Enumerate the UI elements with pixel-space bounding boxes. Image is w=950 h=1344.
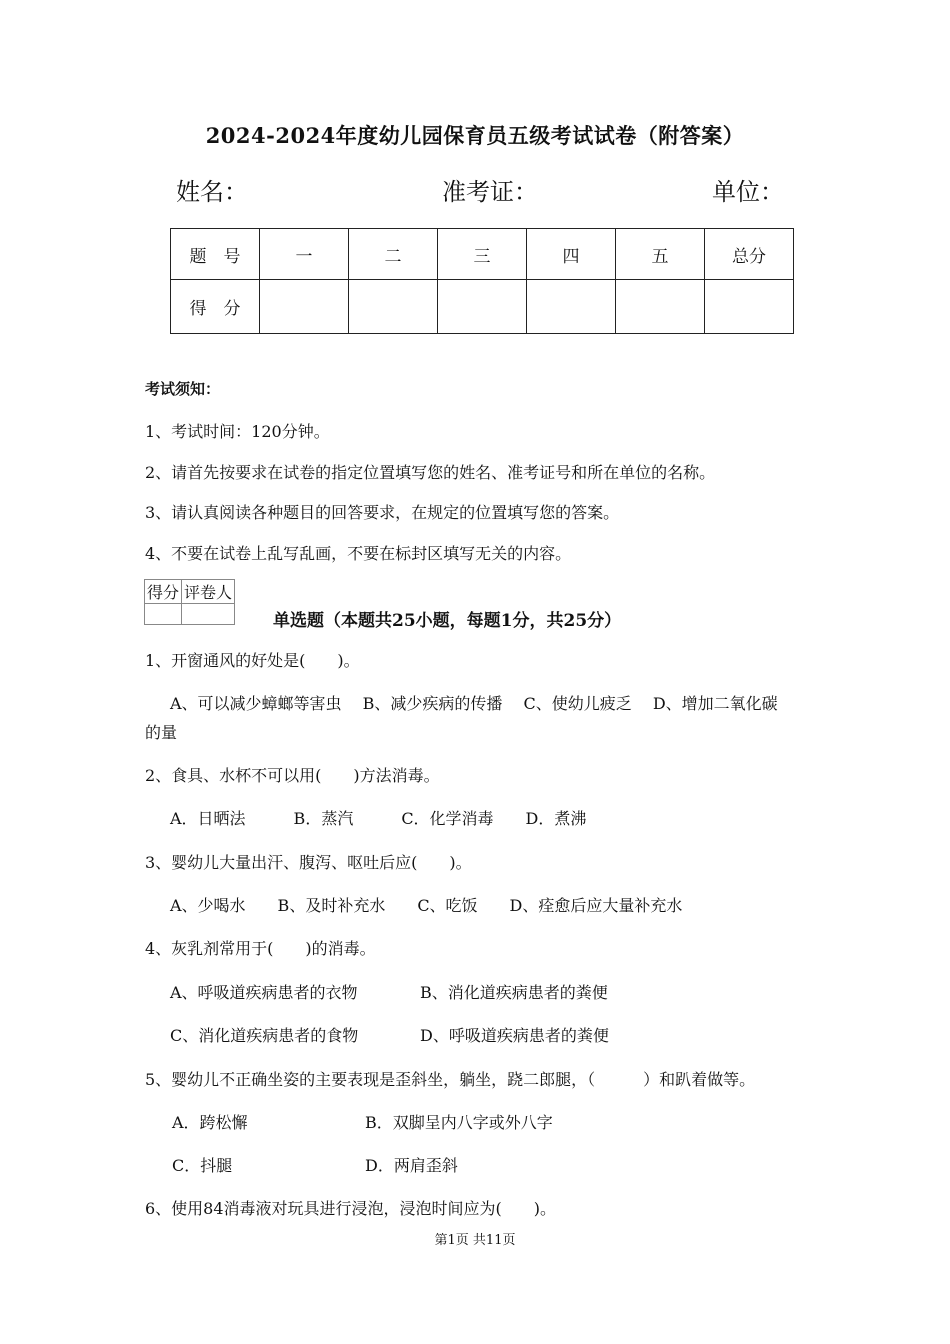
question-stem: 3、婴幼儿大量出汗、腹泻、呕吐后应( )。 <box>145 853 472 872</box>
score-cell <box>616 280 705 334</box>
page-title: 2024-2024年度幼儿园保育员五级考试试卷（附答案） <box>205 123 745 148</box>
score-table-score-row <box>171 280 794 334</box>
page-footer: 第1页 共11页 <box>434 1233 516 1248</box>
question-option-c: C．抖腿 <box>172 1156 233 1175</box>
name-field-label: 姓名： <box>176 178 248 206</box>
question-options: A．日晒法 B．蒸汽 C．化学消毒 D．煮沸 <box>170 809 587 828</box>
notice-item: 2、请首先按要求在试卷的指定位置填写您的姓名、准考证号和所在单位的名称。 <box>145 463 716 482</box>
grader-score-cell <box>145 604 182 625</box>
notice-heading: 考试须知： <box>145 380 221 398</box>
question-option-d: D．两肩歪斜 <box>365 1156 458 1175</box>
notice-item: 4、不要在试卷上乱写乱画，不要在标封区填写无关的内容。 <box>145 544 572 563</box>
question-stem: 6、使用84消毒液对玩具进行浸泡，浸泡时间应为( )。 <box>145 1199 557 1218</box>
grader-score-label: 得分 <box>145 580 182 604</box>
score-table-header-cell: 五 <box>616 229 705 280</box>
question-options: A、可以减少蟑螂等害虫 B、减少疾病的传播 C、使幼儿疲乏 D、增加二氧化碳 <box>170 694 778 713</box>
score-cell <box>438 280 527 334</box>
question-stem: 5、婴幼儿不正确坐姿的主要表现是歪斜坐，躺坐，跷二郎腿，（ ）和趴着做等。 <box>145 1070 756 1089</box>
score-cell <box>527 280 616 334</box>
question-option-b: B、消化道疾病患者的粪便 <box>420 983 608 1002</box>
unit-field-label: 单位： <box>712 178 784 206</box>
score-table-header-cell: 总分 <box>705 229 794 280</box>
score-table-header-cell: 题 号 <box>171 229 260 280</box>
exam-id-field-label: 准考证： <box>442 178 538 206</box>
score-table <box>170 228 794 334</box>
question-stem: 4、灰乳剂常用于( )的消毒。 <box>145 939 376 958</box>
score-table-header-row <box>171 229 794 280</box>
question-options: A、少喝水 B、及时补充水 C、吃饭 D、痊愈后应大量补充水 <box>170 896 683 915</box>
question-option-a: A、呼吸道疾病患者的衣物 <box>170 983 358 1002</box>
question-option-c: C、消化道疾病患者的食物 <box>170 1026 359 1045</box>
question-stem: 2、食具、水杯不可以用( )方法消毒。 <box>145 766 440 785</box>
question-stem: 1、开窗通风的好处是( )。 <box>145 651 360 670</box>
grader-reviewer-label: 评卷人 <box>182 580 235 604</box>
section-heading: 单选题（本题共25小题，每题1分，共25分） <box>273 611 622 631</box>
notice-item: 1、考试时间：120分钟。 <box>145 422 330 441</box>
score-table-row-label: 得 分 <box>171 280 260 334</box>
score-table-header-cell: 二 <box>349 229 438 280</box>
notice-item: 3、请认真阅读各种题目的回答要求，在规定的位置填写您的答案。 <box>145 503 620 522</box>
score-cell <box>260 280 349 334</box>
score-table-header-cell: 一 <box>260 229 349 280</box>
question-options-continued: 的量 <box>145 723 178 742</box>
question-option-d: D、呼吸道疾病患者的粪便 <box>420 1026 609 1045</box>
grader-table <box>144 579 235 625</box>
score-cell <box>349 280 438 334</box>
score-table-header-cell: 四 <box>527 229 616 280</box>
grader-reviewer-cell <box>182 604 235 625</box>
question-option-b: B．双脚呈内八字或外八字 <box>365 1113 553 1132</box>
score-table-header-cell: 三 <box>438 229 527 280</box>
question-option-a: A．跨松懈 <box>172 1113 248 1132</box>
score-cell <box>705 280 794 334</box>
